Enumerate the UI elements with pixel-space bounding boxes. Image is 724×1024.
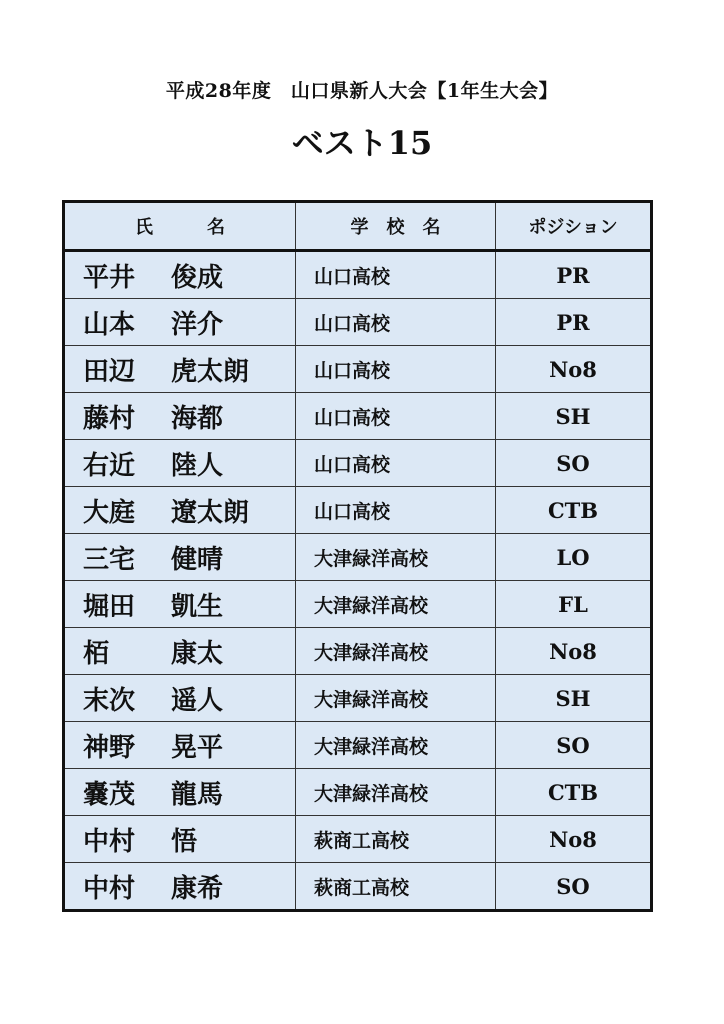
player-name-cell: [64, 628, 296, 675]
table-body: [64, 251, 652, 911]
player-surname: 栢: [83, 638, 110, 669]
table-row: [64, 863, 652, 911]
player-name-cell: [64, 346, 296, 393]
column-header-name: 氏 名: [64, 202, 296, 251]
player-given-name: 晃平: [171, 732, 224, 763]
player-surname: 末次: [83, 685, 136, 716]
table-row: [64, 675, 652, 722]
player-surname: 中村: [83, 873, 136, 904]
position-cell: SH: [496, 675, 652, 722]
position-cell: SO: [496, 722, 652, 769]
player-given-name: 虎太朗: [171, 356, 250, 387]
player-given-name: 陸人: [171, 450, 224, 481]
player-name-cell: [64, 675, 296, 722]
player-name-cell: [64, 722, 296, 769]
player-surname: 大庭: [83, 497, 136, 528]
player-name-cell: [64, 816, 296, 863]
table-row: [64, 487, 652, 534]
player-given-name: 遼太朗: [171, 497, 250, 528]
player-name-cell: [64, 393, 296, 440]
player-surname: 嚢茂: [83, 779, 136, 810]
position-cell: No8: [496, 628, 652, 675]
position-cell: SH: [496, 393, 652, 440]
position-cell: CTB: [496, 487, 652, 534]
player-given-name: 洋介: [171, 309, 224, 340]
player-surname: 神野: [83, 732, 136, 763]
best15-table: [62, 200, 653, 912]
table-row: [64, 299, 652, 346]
table-row: [64, 628, 652, 675]
page-title: ベスト15: [291, 124, 433, 162]
school-cell: 萩商工高校: [296, 816, 496, 863]
school-cell: 山口高校: [296, 299, 496, 346]
player-given-name: 凱生: [171, 591, 224, 622]
position-cell: PR: [496, 299, 652, 346]
column-header-position: ポジション: [496, 202, 652, 251]
table-row: [64, 769, 652, 816]
player-name-cell: [64, 299, 296, 346]
table-row: [64, 440, 652, 487]
player-surname: 田辺: [83, 356, 136, 387]
player-name-cell: [64, 581, 296, 628]
school-cell: 山口高校: [296, 346, 496, 393]
position-cell: SO: [496, 440, 652, 487]
player-surname: 右近: [83, 450, 136, 481]
player-given-name: 俊成: [171, 262, 224, 293]
player-name-cell: [64, 769, 296, 816]
player-surname: 山本: [83, 309, 136, 340]
column-header-school: 学 校 名: [296, 202, 496, 251]
player-surname: 堀田: [83, 591, 136, 622]
page-subtitle: 平成28年度 山口県新人大会【1年生大会】: [165, 80, 559, 102]
player-name-cell: [64, 487, 296, 534]
player-name-cell: [64, 251, 296, 299]
school-cell: 大津緑洋高校: [296, 722, 496, 769]
school-cell: 山口高校: [296, 440, 496, 487]
position-cell: FL: [496, 581, 652, 628]
school-cell: 大津緑洋高校: [296, 628, 496, 675]
player-given-name: 龍馬: [171, 779, 224, 810]
position-cell: SO: [496, 863, 652, 911]
player-surname: 平井: [83, 262, 136, 293]
school-cell: 大津緑洋高校: [296, 534, 496, 581]
school-cell: 山口高校: [296, 393, 496, 440]
school-cell: 大津緑洋高校: [296, 581, 496, 628]
position-cell: LO: [496, 534, 652, 581]
table-row: [64, 251, 652, 299]
school-cell: 萩商工高校: [296, 863, 496, 911]
table-row: [64, 393, 652, 440]
player-given-name: 遥人: [171, 685, 224, 716]
player-given-name: 海都: [171, 403, 224, 434]
table-row: [64, 346, 652, 393]
position-cell: No8: [496, 816, 652, 863]
player-given-name: 康希: [171, 873, 224, 904]
table-row: [64, 722, 652, 769]
player-given-name: 悟: [171, 826, 198, 857]
table-row: [64, 581, 652, 628]
player-given-name: 康太: [171, 638, 224, 669]
school-cell: 大津緑洋高校: [296, 675, 496, 722]
player-name-cell: [64, 863, 296, 911]
position-cell: PR: [496, 251, 652, 299]
school-cell: 山口高校: [296, 487, 496, 534]
table-header-row: [64, 202, 652, 251]
player-given-name: 健晴: [171, 544, 224, 575]
player-surname: 中村: [83, 826, 136, 857]
player-surname: 藤村: [83, 403, 136, 434]
position-cell: No8: [496, 346, 652, 393]
player-surname: 三宅: [83, 544, 136, 575]
player-name-cell: [64, 534, 296, 581]
table-row: [64, 816, 652, 863]
table-row: [64, 534, 652, 581]
school-cell: 山口高校: [296, 251, 496, 299]
position-cell: CTB: [496, 769, 652, 816]
school-cell: 大津緑洋高校: [296, 769, 496, 816]
player-name-cell: [64, 440, 296, 487]
